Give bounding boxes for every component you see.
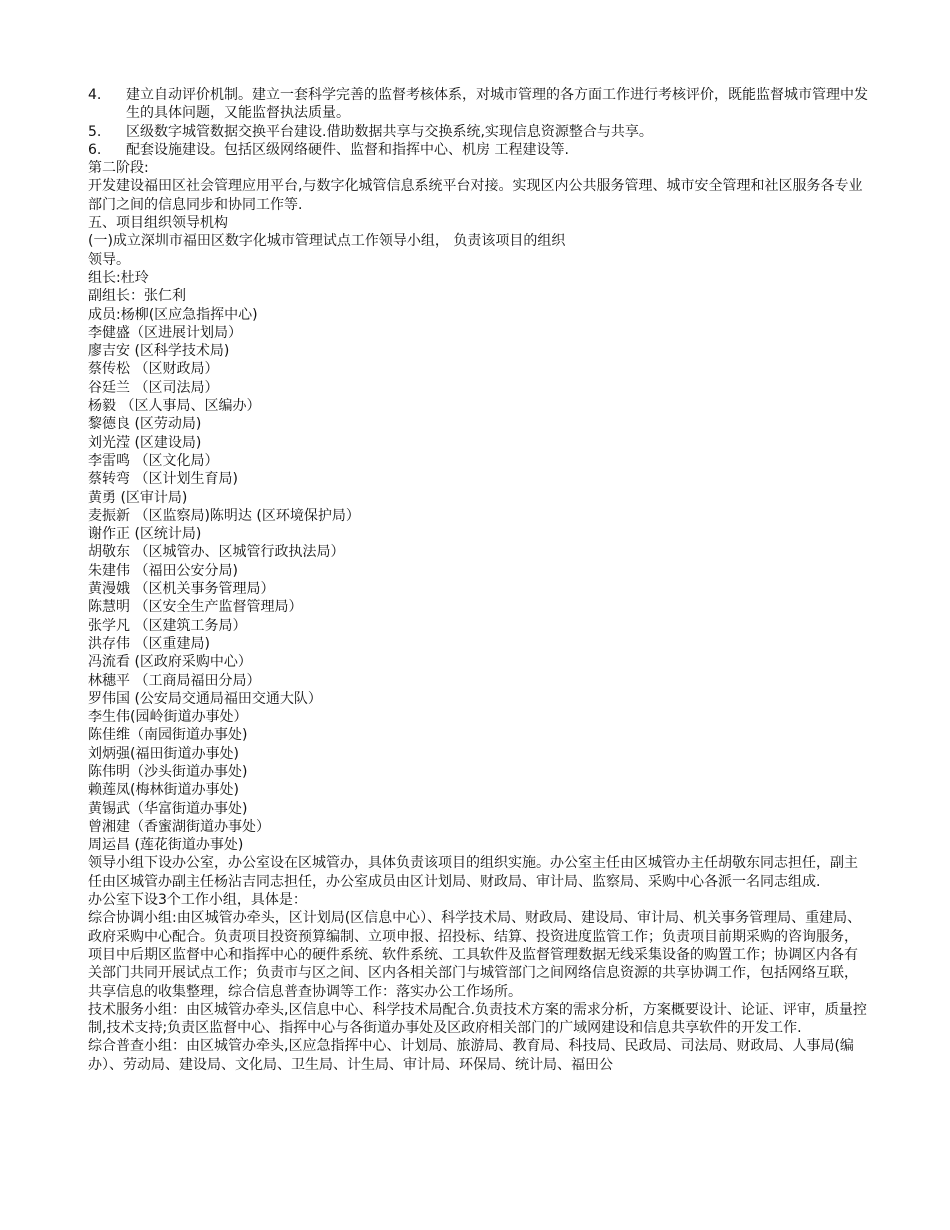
member-line: 洪存伟 （区重建局) — [88, 635, 210, 652]
item-text: 区级数字城管数据交换平台建设.借助数据共享与交换系统,实现信息资源整合与共享。 — [126, 123, 653, 140]
item-number: 4. — [88, 87, 102, 103]
member-line: 谢作正 (区统计局) — [88, 526, 202, 543]
member-line: 曾湘建（香蜜湖街道办事处） — [88, 818, 270, 835]
member-line: 蔡转弯 （区计划生育局) — [88, 471, 238, 488]
member-line: 黎德良 (区劳动局) — [88, 416, 202, 433]
member-line: 黄漫娥 （区机关事务管理局） — [88, 581, 275, 598]
member-line: 朱建伟 （福田公安分局) — [88, 562, 238, 579]
group-survey: 综合普查小组：由区城管办牵头,区应急指挥中心、计划局、旅游局、教育局、科技局、民政局、司法局、财政局、人事局(编办）、劳动局、建设局、文化局、卫生局、计生局、审计局、环保局、统计局、福田公 — [88, 1038, 854, 1073]
member-line: 蔡传松 （区财政局） — [88, 361, 219, 378]
group-coordination: 综合协调小组:由区城管办牵头，区计划局(区信息中心）、科学技术局、财政局、建设局、审计局、机关事务管理局、重建局、政府采购中心配合。负责项目投资预算编制、立项申报、招投标、结算、投资进度监管工作；负责项目前期采购的咨询服务，项目中后期区监督中心和指挥中心的硬件系统、软件系统、工具软件及监督管理数据无线采集设备的购置工作；协调区内各有关部门共同开展试点工作；负责市与区之间、区内各相关部门与城管部门之间网络信息资源的共享协调工作，包括网络互联，共享信息的收集整理，综合信息普查协调等工作：落实办公工作场所。 — [88, 910, 862, 1000]
member-line: 周运昌 (莲花街道办事处) — [88, 837, 244, 854]
numbered-item-6 — [88, 141, 868, 159]
member-line: 赖莲凤(梅林街道办事处) — [88, 782, 239, 799]
numbered-item-4 — [88, 86, 868, 123]
member-line: 林穗平 （工商局福田分局） — [88, 672, 261, 689]
member-line: 谷廷兰 （区司法局） — [88, 379, 219, 396]
member-line: 冯流看 (区政府采购中心） — [88, 654, 252, 671]
member-list — [88, 306, 868, 855]
section5-title: 五、项目组织领导机构 — [88, 215, 228, 232]
member-line: 罗伟国 (公安局交通局福田交通大队） — [88, 690, 322, 707]
item-text: 建立自动评价机制。建立一套科学完善的监督考核体系，对城市管理的各方面工作进行考核评价，既能监督城市管理中发生的具体问题，又能监督执法质量。 — [126, 87, 868, 122]
group-leader: 组长:杜玲 — [88, 269, 149, 286]
member-line: 张学凡 （区建筑工务局） — [88, 617, 247, 634]
group-technical: 技术服务小组：由区城管办牵头,区信息中心、科学技术局配合.负责技术方案的需求分析，方案概要设计、论证、评审，质量控制,技术支持;负责区监督中心、指挥中心与各街道办事处及区政府相关部门的广域网建设和信息共享软件的开发工作. — [88, 1001, 867, 1037]
member-line: 麦振新 （区监察局)陈明达 (区环境保护局） — [88, 507, 360, 524]
group-deputy: 副组长：张仁利 — [88, 288, 186, 305]
member-line: 李雷鸣 （区文化局） — [88, 452, 219, 469]
member-line: 陈慧明 （区安全生产监督管理局） — [88, 599, 303, 616]
member-line: 成员:杨柳(区应急指挥中心) — [88, 306, 258, 323]
member-line: 刘光滢 (区建设局) — [88, 434, 202, 451]
stage2-text: 开发建设福田区社会管理应用平台,与数字化城管信息系统平台对接。实现区内公共服务管理、城市安全管理和社区服务各专业部门之间的信息同步和协同工作等. — [88, 178, 863, 213]
groups-intro: 办公室下设3个工作小组，具体是： — [88, 892, 307, 909]
member-line: 廖吉安 (区科学技术局) — [88, 343, 230, 360]
item-number: 5. — [88, 123, 102, 140]
section5-subtitle-cont: 领导。 — [88, 251, 130, 268]
member-line: 陈伟明（沙头街道办事处) — [88, 763, 248, 780]
item-number: 6. — [88, 141, 102, 158]
member-line: 李生伟(园岭街道办事处） — [88, 709, 248, 726]
document-page — [88, 86, 868, 1074]
member-line: 陈佳维（南园街道办事处) — [88, 727, 248, 744]
section5-subtitle: (一)成立深圳市福田区数字化城市管理试点工作领导小组， 负责该项目的组织 — [88, 233, 566, 250]
member-line: 黄锡武（华富街道办事处) — [88, 800, 248, 817]
member-line: 杨毅 （区人事局、区编办） — [88, 398, 261, 415]
item-text: 配套设施建设。包括区级网络硬件、监督和指挥中心、机房 工程建设等. — [126, 141, 569, 158]
office-paragraph: 领导小组下设办公室，办公室设在区城管办，具体负责该项目的组织实施。办公室主任由区城管办主任胡敬东同志担任，副主任由区城管办副主任杨沾吉同志担任，办公室成员由区计划局、财政局、审计局、监察局、采购中心各派一名同志组成. — [88, 855, 858, 890]
numbered-item-5 — [88, 123, 868, 141]
member-line: 胡敬东 （区城管办、区城管行政执法局） — [88, 544, 345, 561]
member-line: 黄勇 (区审计局) — [88, 489, 188, 506]
stage2-title: 第二阶段: — [88, 160, 149, 177]
member-line: 李健盛（区进展计划局） — [88, 324, 242, 341]
member-line: 刘炳强(福田街道办事处) — [88, 745, 239, 762]
